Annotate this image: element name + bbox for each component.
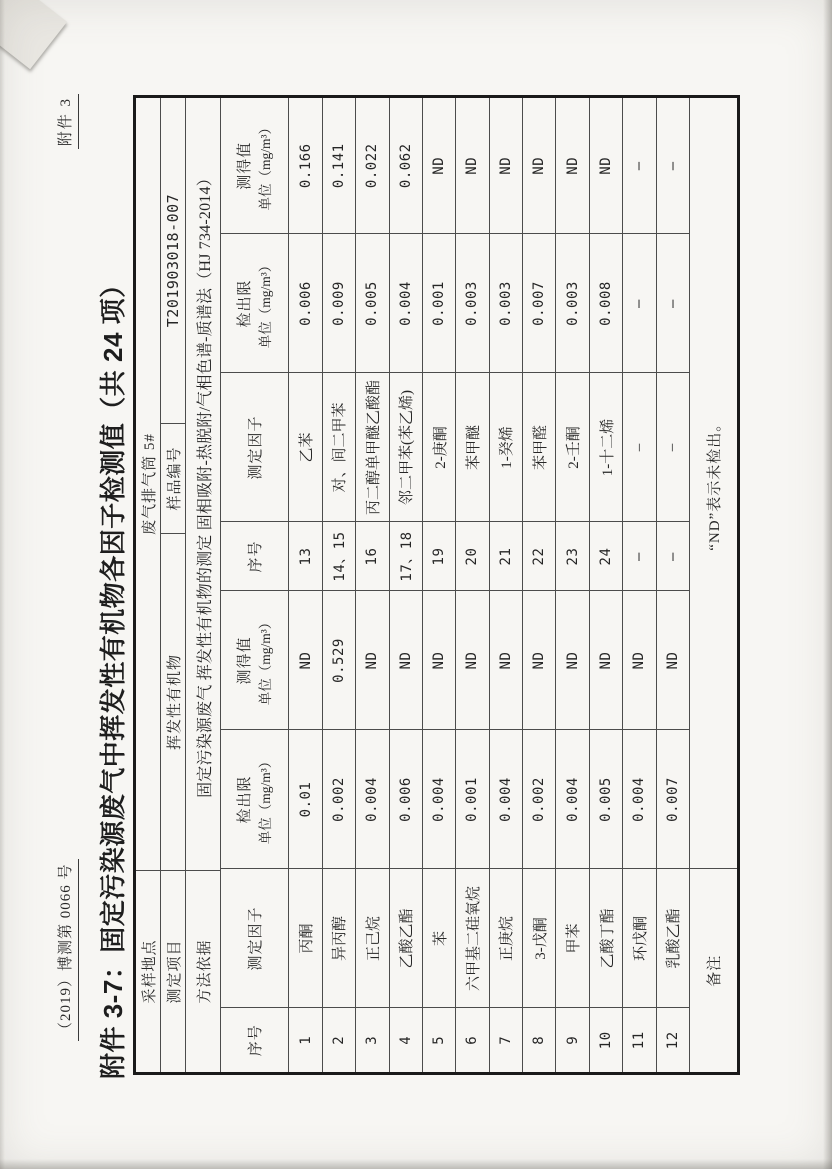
value-cell-right: 0.062 [389, 98, 422, 234]
factor-cell-right: – [656, 373, 689, 522]
factor-cell-right: 苯甲醚 [456, 373, 489, 522]
seq-cell-right: 17、18 [389, 522, 422, 591]
col-header-factor-right: 测定因子 [221, 373, 289, 522]
value-cell-right: ND [489, 98, 522, 234]
table-row [356, 98, 389, 1072]
remark-label: 备注 [690, 869, 738, 1072]
limit-cell-left: 0.002 [322, 730, 355, 869]
limit-cell-left: 0.006 [389, 730, 422, 869]
value-cell-right: ND [456, 98, 489, 234]
factors-table-body [289, 98, 690, 1072]
factor-cell-right: 邻二甲苯(苯乙烯) [389, 373, 422, 522]
scan-edge-bottom [0, 1159, 832, 1169]
factor-cell-left: 丙酮 [289, 869, 322, 1008]
measured-item-value: 挥发性有机物 [161, 533, 185, 870]
seq-cell-left: 8 [523, 1008, 556, 1072]
factors-table-head [221, 98, 289, 1072]
col-header-seq-left: 序号 [221, 1008, 289, 1072]
limit-cell-right: 0.003 [456, 234, 489, 373]
factor-cell-left: 乙酸乙酯 [389, 869, 422, 1008]
info-row-method [186, 98, 221, 1072]
seq-cell-left: 9 [556, 1008, 589, 1072]
document-number: （2019）博测第 0066 号 [54, 859, 79, 1041]
seq-cell-right: 21 [489, 522, 522, 591]
table-row [556, 98, 589, 1072]
col-header-measured-right: 测得值 [221, 98, 254, 234]
results-table [133, 95, 740, 1075]
value-cell-left: ND [389, 591, 422, 730]
factor-cell-right: 1-癸烯 [489, 373, 522, 522]
remark-value: “ND”表示未检出。 [690, 98, 738, 869]
limit-cell-left: 0.005 [589, 730, 622, 869]
value-cell-left: ND [356, 591, 389, 730]
limit-cell-left: 0.004 [489, 730, 522, 869]
col-header-measured-unit-right: 单位（mg/m³） [254, 98, 289, 234]
info-row-sampling-site [136, 98, 161, 1072]
table-row [389, 98, 422, 1072]
value-cell-right: 0.141 [322, 98, 355, 234]
factor-cell-right: 2-庚酮 [422, 373, 455, 522]
factor-cell-left: 乳酸乙酯 [656, 869, 689, 1008]
limit-cell-left: 0.001 [456, 730, 489, 869]
value-cell-left: ND [456, 591, 489, 730]
col-header-limit-right: 检出限 [221, 234, 254, 373]
factor-cell-left: 正庚烷 [489, 869, 522, 1008]
limit-cell-right: – [623, 234, 656, 373]
factor-cell-right: – [623, 373, 656, 522]
report-title: 附件 3-7：固定污染源废气中挥发性有机物各因子检测值（共 24 项） [98, 271, 128, 1079]
limit-cell-left: 0.007 [656, 730, 689, 869]
value-cell-left: ND [589, 591, 622, 730]
value-cell-left: ND [656, 591, 689, 730]
table-row [589, 98, 622, 1072]
scan-edge-left [0, 0, 5, 1169]
limit-cell-right: 0.003 [489, 234, 522, 373]
factor-cell-left: 3-戊酮 [523, 869, 556, 1008]
factor-cell-right: 2-壬酮 [556, 373, 589, 522]
limit-cell-right: 0.008 [589, 234, 622, 373]
table-row [456, 98, 489, 1072]
attachment-corner-label: 附件 3 [54, 94, 79, 149]
seq-cell-right: 22 [523, 522, 556, 591]
factor-cell-left: 甲苯 [556, 869, 589, 1008]
value-cell-left: ND [289, 591, 322, 730]
seq-cell-left: 6 [456, 1008, 489, 1072]
seq-cell-left: 11 [623, 1008, 656, 1072]
seq-cell-left: 10 [589, 1008, 622, 1072]
limit-cell-right: 0.003 [556, 234, 589, 373]
page-header [54, 94, 79, 1041]
factor-cell-right: 乙苯 [289, 373, 322, 522]
seq-cell-left: 12 [656, 1008, 689, 1072]
scan-edge-right [823, 0, 832, 1169]
table-row [489, 98, 522, 1072]
col-header-measured-unit-left: 单位（mg/m³） [254, 591, 289, 730]
value-cell-left: 0.529 [322, 591, 355, 730]
table-row [322, 98, 355, 1072]
sampling-site-label: 采样地点 [136, 870, 160, 1072]
limit-cell-right: 0.001 [422, 234, 455, 373]
value-cell-right: 0.166 [289, 98, 322, 234]
factor-cell-left: 环戊酮 [623, 869, 656, 1008]
info-row-item [161, 98, 186, 1072]
value-cell-right: ND [589, 98, 622, 234]
seq-cell-left: 3 [356, 1008, 389, 1072]
sample-number-value: T201903018-007 [164, 193, 183, 328]
col-header-factor-left: 测定因子 [221, 869, 289, 1008]
factor-cell-right: 对、间二甲苯 [322, 373, 355, 522]
value-cell-right: ND [422, 98, 455, 234]
value-cell-left: ND [422, 591, 455, 730]
seq-cell-right: 16 [356, 522, 389, 591]
factor-cell-right: 丙二醇单甲醚乙酸酯 [356, 373, 389, 522]
value-cell-right: 0.022 [356, 98, 389, 234]
table-row [656, 98, 689, 1072]
table-row [523, 98, 556, 1072]
seq-cell-left: 1 [289, 1008, 322, 1072]
seq-cell-right: 24 [589, 522, 622, 591]
seq-cell-right: – [623, 522, 656, 591]
sample-number-label: 样品编号 [161, 423, 185, 533]
col-header-limit-unit-right: 单位（mg/m³） [254, 234, 289, 373]
limit-cell-left: 0.004 [422, 730, 455, 869]
seq-cell-left: 5 [422, 1008, 455, 1072]
col-header-limit-left: 检出限 [221, 730, 254, 869]
factor-cell-left: 六甲基二硅氧烷 [456, 869, 489, 1008]
sampling-site-value: 废气排气筒 5# [141, 433, 158, 535]
table-row [289, 98, 322, 1072]
limit-cell-left: 0.004 [356, 730, 389, 869]
method-basis-label: 方法依据 [186, 870, 220, 1072]
factor-cell-right: 苯甲醛 [523, 373, 556, 522]
seq-cell-left: 2 [322, 1008, 355, 1072]
seq-cell-left: 4 [389, 1008, 422, 1072]
seq-cell-right: 14、15 [322, 522, 355, 591]
limit-cell-right: 0.007 [523, 234, 556, 373]
col-header-seq-right: 序号 [221, 522, 289, 591]
col-header-limit-unit-left: 单位（mg/m³） [254, 730, 289, 869]
remark-row [690, 98, 738, 1072]
col-header-measured-left: 测得值 [221, 591, 254, 730]
value-cell-left: ND [556, 591, 589, 730]
value-cell-right: ND [523, 98, 556, 234]
limit-cell-right: 0.004 [389, 234, 422, 373]
table-row [422, 98, 455, 1072]
seq-cell-right: 19 [422, 522, 455, 591]
seq-cell-right: 20 [456, 522, 489, 591]
factor-cell-right: 1-十二烯 [589, 373, 622, 522]
limit-cell-right: 0.006 [289, 234, 322, 373]
value-cell-left: ND [523, 591, 556, 730]
method-basis-value: 固定污染源废气 挥发性有机物的测定 固相吸附-热脱附/气相色谱-质谱法（HJ 734-2014） [196, 170, 214, 798]
factors-table [221, 98, 737, 1072]
seq-cell-right: 13 [289, 522, 322, 591]
seq-cell-right: 23 [556, 522, 589, 591]
limit-cell-left: 0.004 [556, 730, 589, 869]
value-cell-left: ND [489, 591, 522, 730]
table-row [623, 98, 656, 1072]
value-cell-left: ND [623, 591, 656, 730]
factor-cell-left: 异丙醇 [322, 869, 355, 1008]
limit-cell-left: 0.004 [623, 730, 656, 869]
factor-cell-left: 苯 [422, 869, 455, 1008]
limit-cell-left: 0.01 [289, 730, 322, 869]
factor-cell-left: 正己烷 [356, 869, 389, 1008]
limit-cell-right: 0.005 [356, 234, 389, 373]
limit-cell-right: 0.009 [322, 234, 355, 373]
limit-cell-right: – [656, 234, 689, 373]
measured-item-label: 测定项目 [161, 870, 185, 1072]
value-cell-right: – [623, 98, 656, 234]
factor-cell-left: 乙酸丁酯 [589, 869, 622, 1008]
seq-cell-right: – [656, 522, 689, 591]
limit-cell-left: 0.002 [523, 730, 556, 869]
value-cell-right: ND [556, 98, 589, 234]
value-cell-right: – [656, 98, 689, 234]
seq-cell-left: 7 [489, 1008, 522, 1072]
